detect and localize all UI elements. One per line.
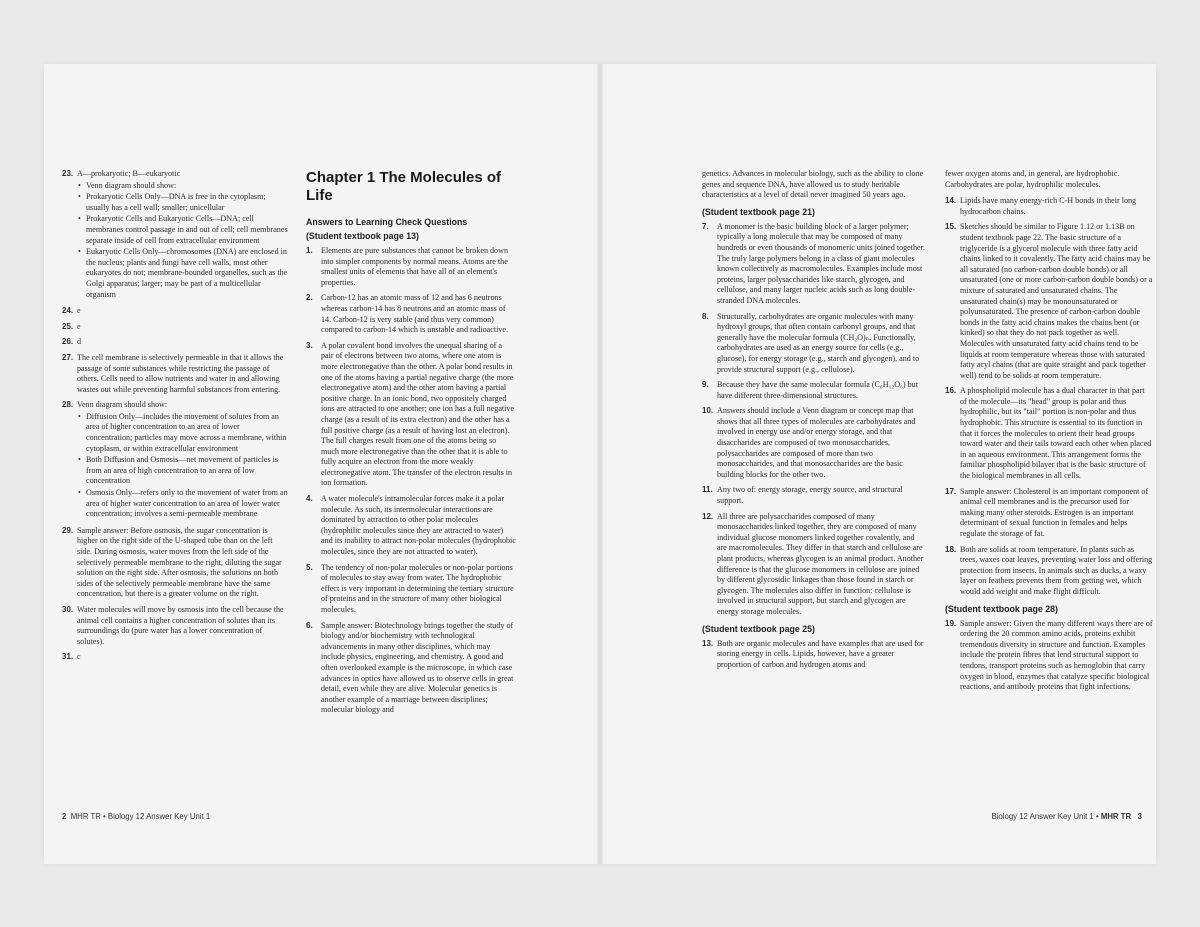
answer-item <box>702 406 926 480</box>
answer-body <box>77 169 288 301</box>
column-3 <box>702 169 926 849</box>
scanned-spread <box>44 64 1156 864</box>
answer-item <box>702 639 926 671</box>
answer-body <box>717 406 926 480</box>
answer-number: 9. <box>702 380 709 390</box>
answer-body <box>717 312 926 376</box>
bullet-item: • Venn diagram should show: <box>77 181 288 192</box>
answer-number: 3. <box>306 340 313 350</box>
answer-item <box>702 312 926 376</box>
answer-body <box>321 621 516 716</box>
answer-item <box>306 494 516 558</box>
answer-body <box>321 293 516 335</box>
textbook-page-ref: (Student textbook page 13) <box>306 231 419 241</box>
answer-text: Both are solids at room temperature. In plants such as trees, waxes coat leaves, preventing water loss and offering protection from insects. In animals such as ducks, a waxy layer on feathers prevents them from getting wet, which would add weight and make flight difficult. <box>960 544 1153 596</box>
answer-body <box>960 545 1153 598</box>
answer-body <box>321 494 516 558</box>
answer-item <box>702 380 926 401</box>
continuation-text: fewer oxygen atoms and, in general, are hydrophobic. Carbohydrates are polar, hydrophilic molecules. <box>945 169 1120 189</box>
answer-body <box>960 222 1153 381</box>
footer-brand: MHR TR <box>1100 812 1132 821</box>
answer-text: Sample answer: Before osmosis, the sugar concentration is higher on the right side of the U-shaped tube than on the left side. During osmosis, water moves from the left side of the selectively permeable membrane to the right, diluting the sugar solution on the right side. After osmosis, the solutions on both sides of the selectively permeable membrane have the same concentration, but there is a greater volume on the right. <box>77 525 282 599</box>
bullet-list <box>77 412 288 520</box>
answer-number: 27. <box>62 352 74 362</box>
answer-number: 10. <box>702 406 714 416</box>
column-4 <box>945 169 1153 849</box>
footer-label: MHR TR • Biology 12 Answer Key Unit 1 <box>70 812 211 821</box>
answer-item <box>306 341 516 489</box>
answer-body <box>717 380 926 401</box>
answer-text: A—prokaryotic; B—eukaryotic <box>77 169 181 178</box>
answer-body <box>960 196 1153 217</box>
column-2 <box>306 169 516 849</box>
answer-item <box>702 512 926 618</box>
answer-number: 24. <box>62 306 74 316</box>
answer-body <box>77 353 288 395</box>
answer-text: Because they have the same molecular formula (C₆H₁₂O₆) but have different three-dimensional structures. <box>717 380 918 400</box>
page-number: 2 <box>62 812 67 821</box>
answer-text: Both are organic molecules and have examples that are used for storing energy in cells. Lipids, however, have a greater proportion of carbon and hydrogen atoms and <box>717 638 924 669</box>
answer-item <box>945 222 1153 381</box>
answer-text: The tendency of non-polar molecules or non-polar portions of molecules to stay away from water. The hydrophobic effect is very important in determining the tertiary structure of proteins and in the structure of many other biological molecules. <box>321 562 514 614</box>
answer-text: Sketches should be similar to Figure 1.12 or 1.13B on student textbook page 22. The basic structure of a triglyceride is a glycerol molecule with three fatty acid chains linked to it covalently. The fatty acid chains may be all saturated (no carbon-carbon double bonds) or all unsaturated (one or more carbon-carbon double bonds) or a mixture of saturated and unsaturated chains. The unsaturated chain(s) may be monounsaturated or polyunsaturated. The presence of carbon-carbon double bonds in the fatty acid chains makes the chains bent (or kinked) so that they do not pack together as well. Molecules with unsaturated fatty acid chains tend to be liquids at room temperature whereas those with saturated fatty acyl chains (that are quite straight and pack together well) tend to be solids at room temperature. <box>960 222 1153 380</box>
answer-text: Venn diagram should show: <box>77 400 168 410</box>
answer-number: 29. <box>62 525 74 535</box>
answer-number: 30. <box>62 604 74 614</box>
answer-body <box>717 485 926 506</box>
bullet-item: • Diffusion Only—includes the movement of solutes from an area of higher concentration to an area of lower concentration; particles may move across a membrane, within cytoplasm, or within extracellular environment <box>77 412 288 454</box>
answer-list <box>306 246 516 716</box>
answer-item <box>62 306 288 317</box>
answer-text: Water molecules will move by osmosis into the cell because the animal cell contains a higher concentration of solutes than its surroundings do (pure water has a lower concentration of solutes). <box>77 604 284 646</box>
answer-item <box>702 485 926 506</box>
answer-body <box>77 652 288 663</box>
answer-number: 8. <box>702 311 709 321</box>
answer-number: 19. <box>945 618 957 628</box>
answer-number: 11. <box>702 485 713 495</box>
answer-list <box>702 639 926 671</box>
answer-item <box>306 563 516 616</box>
answer-body <box>321 341 516 489</box>
answer-body <box>77 322 288 333</box>
answer-body <box>960 386 1153 481</box>
answer-list <box>945 619 1153 693</box>
answer-item <box>62 353 288 395</box>
column-1 <box>62 169 288 849</box>
answer-item <box>306 621 516 716</box>
answer-item <box>62 169 288 301</box>
answer-number: 23. <box>62 169 74 178</box>
answer-item <box>306 293 516 335</box>
answer-item <box>62 526 288 600</box>
answer-body <box>321 246 516 288</box>
bullet-item: • Osmosis Only—refers only to the movement of water from an area of higher water concentration to an area of lower water concentration; involves a semi-permeable membrane <box>77 488 288 520</box>
answer-number: 16. <box>945 386 957 396</box>
answer-text: Structurally, carbohydrates are organic molecules with many hydroxyl groups, that often contain carbonyl groups, and that generally have the molecular formula (CH₂O)ₙ. Functionally, carbohydrates are used as an energy source for cells (e.g., glucose), for energy storage (e.g., starch and glycogen), and to provide structural support (e.g., cellulose). <box>717 311 920 374</box>
answer-item <box>62 605 288 647</box>
answer-body <box>77 400 288 521</box>
answer-number: 1. <box>306 246 313 255</box>
answer-item <box>702 222 926 307</box>
answer-body <box>321 563 516 616</box>
answer-item <box>62 337 288 348</box>
answer-text: A monomer is the basic building block of a larger polymer; typically a long molecule that may be composed of many hundreds or even thousands of monomeric units joined together. The truly large polymers belong in a class of giant molecules known collectively as macromolecules. Examples include most proteins, larger polysaccharides like starch, glycogen, and cellulose, and many larger nucleic acids such as long double-stranded DNA molecules. <box>717 221 925 305</box>
answer-body <box>77 337 288 348</box>
answer-body <box>77 605 288 647</box>
answer-list <box>945 196 1153 597</box>
answer-item <box>945 545 1153 598</box>
answer-text: Carbon-12 has an atomic mass of 12 and has 6 neutrons whereas carbon-14 has 8 neutrons and an atomic mass of 14. Carbon-12 is very stable (and thus very common) compared to carbon-14 which is unstable and radioactive. <box>321 293 508 335</box>
answer-text: e <box>77 321 81 331</box>
answer-text: A polar covalent bond involves the unequal sharing of a pair of electrons between two atoms, where one atom is more electronegative than the other. A polar bond results in one of the atoms having a partial negative charge (the more electronegative atom) and the other atom having a partial positive charge. In an ionic bond, two oppositely charged ions are attracted to one another; one ion has a full negative charge (as a result of its extra electron) and the other has a full positive charge (as a result of having lost an electron). The full charges result from one of the atoms being so much more electronegative than the other that it is able to fully acquire an electron from the more weakly electronegative atom. The transfer of the electron results in ion formation. <box>321 340 515 488</box>
answer-body <box>960 619 1153 693</box>
answer-number: 18. <box>945 544 957 554</box>
answer-number: 7. <box>702 221 709 231</box>
answer-number: 12. <box>702 511 714 521</box>
answer-body <box>717 639 926 671</box>
answer-text: e <box>77 306 81 316</box>
answer-item <box>945 386 1153 481</box>
answer-text: Elements are pure substances that cannot be broken down into simpler components by normal means. Atoms are the smallest units of elements that have all of an element's properties. <box>321 246 508 287</box>
answer-number: 6. <box>306 620 313 630</box>
answer-body <box>960 487 1153 540</box>
textbook-page-ref: (Student textbook page 21) <box>702 206 815 217</box>
answer-item <box>945 196 1153 217</box>
left-page <box>44 64 600 864</box>
answer-number: 26. <box>62 337 74 347</box>
answer-number: 31. <box>62 652 74 662</box>
answer-number: 4. <box>306 494 313 504</box>
bullet-item: • Prokaryotic Cells Only—DNA is free in the cytoplasm; usually has a cell wall; smaller; unicellular <box>77 192 288 213</box>
answer-text: c <box>77 652 81 662</box>
answer-body <box>717 512 926 618</box>
answer-text: All three are polysaccharides composed of many monosaccharides linked together, they are composed of many individual glucose monomers linked together covalently, and are macromolecules. They differ in that starch and cellulose are plant products, whereas glycogen is an animal product. Another difference is that the glucose monomers in cellulose are joined by different glycosidic linkages than those found in starch or glycogen. The molecules also differ in function: cellulose is involved in structural support, but starch and glycogen are energy storage molecules. <box>717 511 924 616</box>
answer-number: 2. <box>306 293 313 303</box>
answer-item <box>62 652 288 663</box>
page-footer-left <box>62 812 210 821</box>
right-page <box>600 64 1156 864</box>
footer-label: Biology 12 Answer Key Unit 1 • <box>991 812 1101 821</box>
continuation-text: genetics. Advances in molecular biology, such as the ability to clone genes and sequence DNA, have allowed us to study heritable characteristics at a level of detail never imagined 50 years ago. <box>702 169 924 200</box>
answer-item <box>62 400 288 521</box>
answer-text: d <box>77 337 82 347</box>
page-number: 3 <box>1137 812 1142 821</box>
answer-number: 15. <box>945 222 957 232</box>
answer-body <box>77 306 288 317</box>
answer-list <box>702 222 926 618</box>
page-footer-right <box>991 812 1142 821</box>
textbook-page-ref: (Student textbook page 25) <box>702 623 815 634</box>
bullet-list <box>77 181 288 301</box>
answer-text: Answers should include a Venn diagram or concept map that shows that all three types of molecules are carbohydrates and involved in energy use and/or energy storage, and that disaccharides are composed of two monosaccharides, polysaccharides are composed of more than two monosaccharides, and that monosaccharides are the basic building blocks for the other two. <box>717 406 916 479</box>
answer-text: The cell membrane is selectively permeable in that it allows the passage of some substances while restricting the passage of others. Cells need to allow nutrients and water in and allowing wastes out while preventing harmful substances from entering. <box>77 352 284 394</box>
answer-text: A phospholipid molecule has a dual character in that part of the molecule—its "head" group is polar and thus hydrophilic, but its "tail" portion is non-polar and thus hydrophobic. This structure is essential to its function in that it forces the molecules to orient their head groups toward water and their tails toward each other when placed in an aqueous environment. This arrangement forms the familiar phospholipid bilayer that is the basic structure of the biological membranes in all cells. <box>960 386 1152 481</box>
answer-item <box>62 322 288 333</box>
answer-number: 28. <box>62 400 74 410</box>
answer-text: Sample answer: Biotechnology brings together the study of biology and/or biochemistry with technological advancements in many other disciplines, which may include physics, engineering, and chemistry. A good and often overlooked example is the microscope, in which case advances in optics have allowed us to observe cells in great detail, even while they are alive. Molecular genetics is another example of a marriage between disciplines; molecular biology and <box>321 620 514 715</box>
bullet-item: • Prokaryotic Cells and Eukaryotic Cells—DNA; cell membranes control passage in and out of cell; cell membranes separate inside of cell from extracellular environment <box>77 214 288 246</box>
bullet-item: • Both Diffusion and Osmosis—net movement of particles is from an area of high concentration to an area of low concentration <box>77 455 288 487</box>
answer-text: Lipids have many energy-rich C-H bonds in their long hydrocarbon chains. <box>960 196 1137 216</box>
section-title: Answers to Learning Check Questions <box>306 217 468 227</box>
answer-number: 17. <box>945 486 957 496</box>
answer-body <box>77 526 288 600</box>
textbook-page-ref: (Student textbook page 28) <box>945 603 1058 614</box>
answer-number: 25. <box>62 321 74 331</box>
answer-text: Sample answer: Cholesterol is an important component of animal cell membranes and is the precursor used for making many other steroids. Estrogen is an important determinant of sexual function in females and helps regulate the storage of fat. <box>960 486 1149 538</box>
answer-text: A water molecule's intramolecular forces make it a polar molecule. As such, its intermolecular interactions are dominated by attraction to other polar molecules (hydrophilic molecules since they are attracted to water) and its inability to attract non-polar molecules (hydrophobic molecules, since they are not attracted to water). <box>321 494 516 557</box>
answer-number: 13. <box>702 638 714 648</box>
answer-text: Any two of: energy storage, energy source, and structural support. <box>717 485 903 506</box>
answer-number: 14. <box>945 196 957 206</box>
answer-item <box>306 246 516 288</box>
answer-item <box>945 619 1153 693</box>
answer-number: 5. <box>306 562 313 572</box>
bullet-item: • Eukaryotic Cells Only—chromosomes (DNA) are enclosed in the nucleus; plants and fungi have cell walls, most other eukaryotes do not; membrane-bounded organelles, such as the Golgi apparatus; larger; may be part of a multicellular organism <box>77 247 288 300</box>
chapter-title: Chapter 1 The Molecules of Life <box>306 169 502 204</box>
answer-item <box>945 487 1153 540</box>
answer-text: Sample answer: Given the many different ways there are of ordering the 20 common amino acids, proteins exhibit tremendous diversity in structure and function. Examples include the protein fibres that lend structural support to tendons, transport proteins such as hemoglobin that carry oxygen in blood, enzymes that catalyze specific biological reactions, and antibody proteins that fight infections. <box>960 618 1153 692</box>
answer-body <box>717 222 926 307</box>
